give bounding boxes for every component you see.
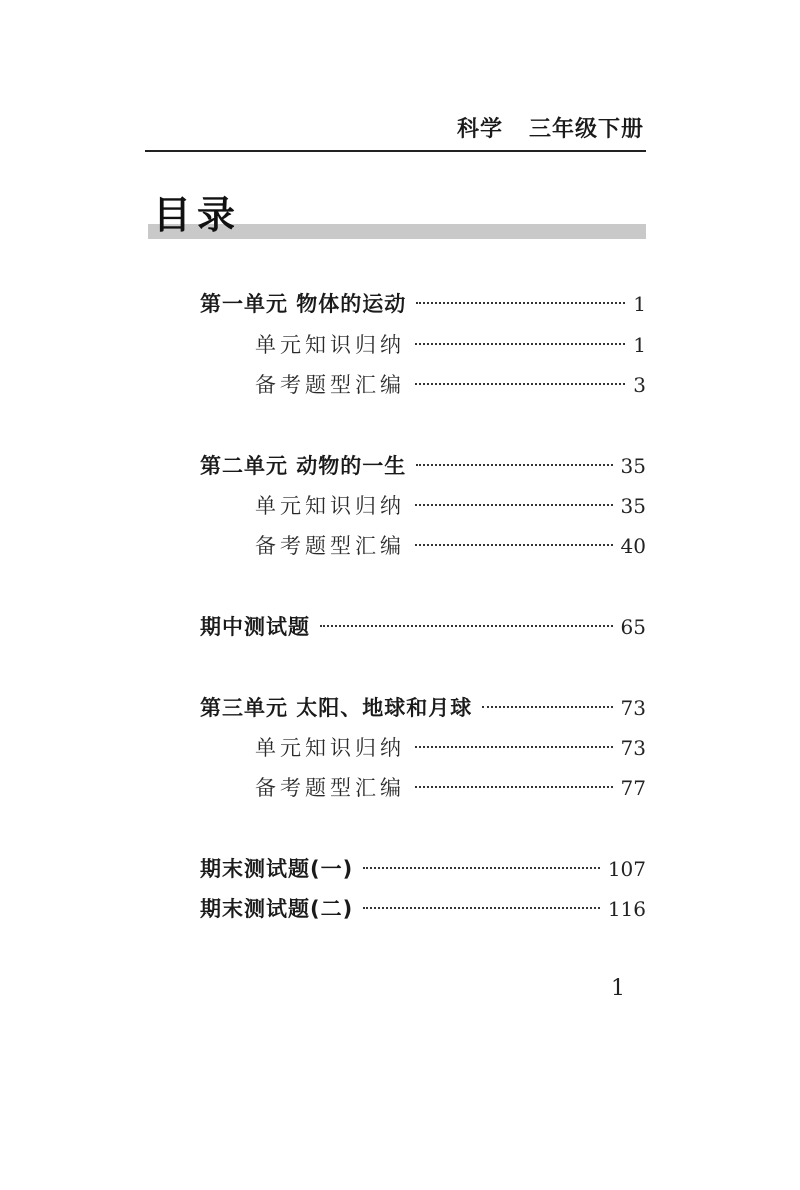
toc-entry-label: 第三单元 太阳、地球和月球 bbox=[200, 696, 473, 720]
toc-entry-unit-3-exercises[interactable] bbox=[255, 773, 646, 803]
dot-leader bbox=[416, 464, 612, 466]
toc-entry-label: 单元知识归纳 bbox=[255, 736, 405, 760]
toc-entry-page: 35 bbox=[620, 494, 646, 518]
toc-entry-label: 备考题型汇编 bbox=[255, 534, 405, 558]
dot-leader bbox=[415, 786, 613, 788]
dot-leader bbox=[415, 504, 613, 506]
toc-entry-unit-1-exercises[interactable] bbox=[255, 370, 646, 400]
dot-leader bbox=[320, 625, 613, 627]
toc-entry-page: 1 bbox=[633, 333, 646, 357]
toc-entry-page: 73 bbox=[620, 736, 646, 760]
page-number: 1 bbox=[611, 976, 625, 1001]
dot-leader bbox=[363, 867, 600, 869]
toc-entry-final-test-2[interactable] bbox=[200, 894, 646, 924]
toc-entry-label: 备考题型汇编 bbox=[255, 776, 405, 800]
toc-entry-page: 35 bbox=[620, 454, 646, 478]
toc-entry-page: 3 bbox=[633, 373, 646, 397]
toc-entry-page: 107 bbox=[607, 857, 646, 881]
toc-entry-page: 73 bbox=[620, 696, 646, 720]
toc-entry-midterm-test[interactable] bbox=[200, 612, 646, 642]
toc-entry-page: 40 bbox=[620, 534, 646, 558]
toc-entry-label: 期末测试题(二) bbox=[200, 897, 354, 921]
toc-heading: 目录 bbox=[153, 193, 242, 237]
toc-entry-page: 65 bbox=[620, 615, 646, 639]
toc-entry-label: 期末测试题(一) bbox=[200, 857, 354, 881]
dot-leader bbox=[363, 907, 600, 909]
toc-entry-unit-3-summary[interactable] bbox=[255, 733, 646, 763]
dot-leader bbox=[482, 706, 612, 708]
toc-entry-label: 第一单元 物体的运动 bbox=[200, 292, 407, 316]
toc-entry-page: 116 bbox=[607, 897, 646, 921]
toc-entry-label: 单元知识归纳 bbox=[255, 333, 405, 357]
toc-entry-unit-1-summary[interactable] bbox=[255, 330, 646, 360]
toc-entry-unit-1[interactable] bbox=[200, 289, 646, 319]
dot-leader bbox=[416, 302, 625, 304]
toc-entry-unit-3[interactable] bbox=[200, 693, 646, 723]
toc-entry-label: 第二单元 动物的一生 bbox=[200, 454, 407, 478]
toc-entry-label: 备考题型汇编 bbox=[255, 373, 405, 397]
toc-entry-final-test-1[interactable] bbox=[200, 854, 646, 884]
dot-leader bbox=[415, 343, 625, 345]
dot-leader bbox=[415, 544, 613, 546]
toc-entry-page: 1 bbox=[633, 292, 646, 316]
toc-entry-label: 期中测试题 bbox=[200, 615, 310, 639]
dot-leader bbox=[415, 746, 613, 748]
toc-entry-unit-2-exercises[interactable] bbox=[255, 531, 646, 561]
toc-entry-unit-2[interactable] bbox=[200, 451, 646, 481]
toc-entry-page: 77 bbox=[620, 776, 646, 800]
dot-leader bbox=[415, 383, 625, 385]
toc-entry-label: 单元知识归纳 bbox=[255, 494, 405, 518]
book-header-title: 科学 三年级下册 bbox=[457, 117, 644, 142]
toc-entry-unit-2-summary[interactable] bbox=[255, 491, 646, 521]
